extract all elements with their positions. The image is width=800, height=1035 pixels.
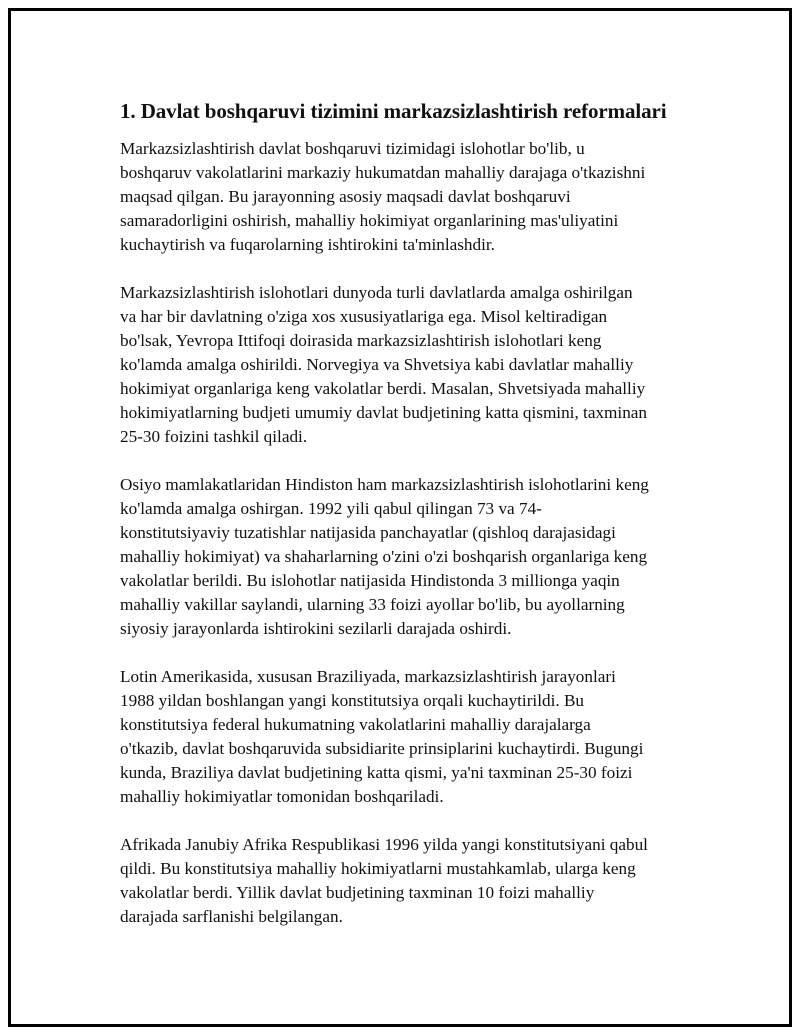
text-line: Markazsizlashtirish davlat boshqaruvi tizimidagi islohotlar bo'lib, u [120,139,585,158]
text-line: mahalliy hokimiyat) va shaharlarning o'zini o'zi boshqarish organlariga keng [120,547,648,566]
text-line: vakolatlar berdi. Yillik davlat budjetining taxminan 10 foizi mahalliy [120,883,595,902]
text-line: siyosiy jarayonlarda ishtirokini sezilarli darajada oshirdi. [120,619,512,638]
text-line: mahalliy hokimiyatlar tomonidan boshqariladi. [120,787,444,806]
text-line: hokimiyatlarning budjeti umumiy davlat budjetining katta qismini, taxminan [120,403,648,422]
text-line: darajada sarflanishi belgilangan. [120,907,343,926]
text-line: kuchaytirish va fuqarolarning ishtirokini ta'minlashdir. [120,235,495,254]
text-line: kunda, Braziliya davlat budjetining katta qismi, ya'ni taxminan 25-30 foizi [120,763,633,782]
text-line: 25-30 foizini tashkil qiladi. [120,427,308,446]
text-line: o'tkazib, davlat boshqaruvida subsidiarite prinsiplarini kuchaytirdi. Bugungi [120,739,644,758]
text-line: mahalliy vakillar saylandi, ularning 33 foizi ayollar bo'lib, bu ayollarning [120,595,625,614]
paragraph-india [120,473,695,641]
text-line: hokimiyat organlariga keng vakolatlar berdi. Masalan, Shvetsiyada mahalliy [120,379,646,398]
text-line: ko'lamda amalga oshirildi. Norvegiya va Shvetsiya kabi davlatlar mahalliy [120,355,634,374]
text-line: konstitutsiyaviy tuzatishlar natijasida panchayatlar (qishloq darajasidagi [120,523,616,542]
text-line: maqsad qilgan. Bu jarayonning asosiy maqsadi davlat boshqaruvi [120,187,571,206]
paragraph-markazsizlashtirish [120,137,695,257]
text-line: samaradorligini oshirish, mahalliy hokimiyat organlarining mas'uliyatini [120,211,619,230]
text-line: konstitutsiya federal hukumatning vakolatlarini mahalliy darajalarga [120,715,591,734]
text-line: Afrikada Janubiy Afrika Respublikasi 1996 yilda yangi konstitutsiyani qabul [120,835,648,854]
text-line: 1988 yildan boshlangan yangi konstitutsiya orqali kuchaytirildi. Bu [120,691,585,710]
text-line: va har bir davlatning o'ziga xos xususiyatlariga ega. Misol keltiradigan [120,307,608,326]
text-line: boshqaruv vakolatlarini markaziy hukumatdan mahalliy darajaga o'tkazishni [120,163,646,182]
text-line: Osiyo mamlakatlaridan Hindiston ham markazsizlashtirish islohotlarini keng [120,475,649,494]
document-content [120,97,695,953]
text-line: Markazsizlashtirish islohotlari dunyoda turli davlatlarda amalga oshirilgan [120,283,633,302]
text-line: bo'lsak, Yevropa Ittifoqi doirasida markazsizlashtirish islohotlari keng [120,331,602,350]
document-page [8,8,792,1027]
paragraph-south-africa [120,833,695,929]
text-line: qildi. Bu konstitutsiya mahalliy hokimiyatlarni mustahkamlab, ularga keng [120,859,636,878]
paragraph-brazil [120,665,695,809]
text-line: Lotin Amerikasida, xususan Braziliyada, markazsizlashtirish jarayonlari [120,667,616,686]
paragraph-europe [120,281,695,449]
text-line: ko'lamda amalga oshirgan. 1992 yili qabul qilingan 73 va 74- [120,499,542,518]
text-line: vakolatlar berildi. Bu islohotlar natijasida Hindistonda 3 millionga yaqin [120,571,620,590]
document-title: 1. Davlat boshqaruvi tizimini markazsizlashtirish reformalari [120,99,667,123]
